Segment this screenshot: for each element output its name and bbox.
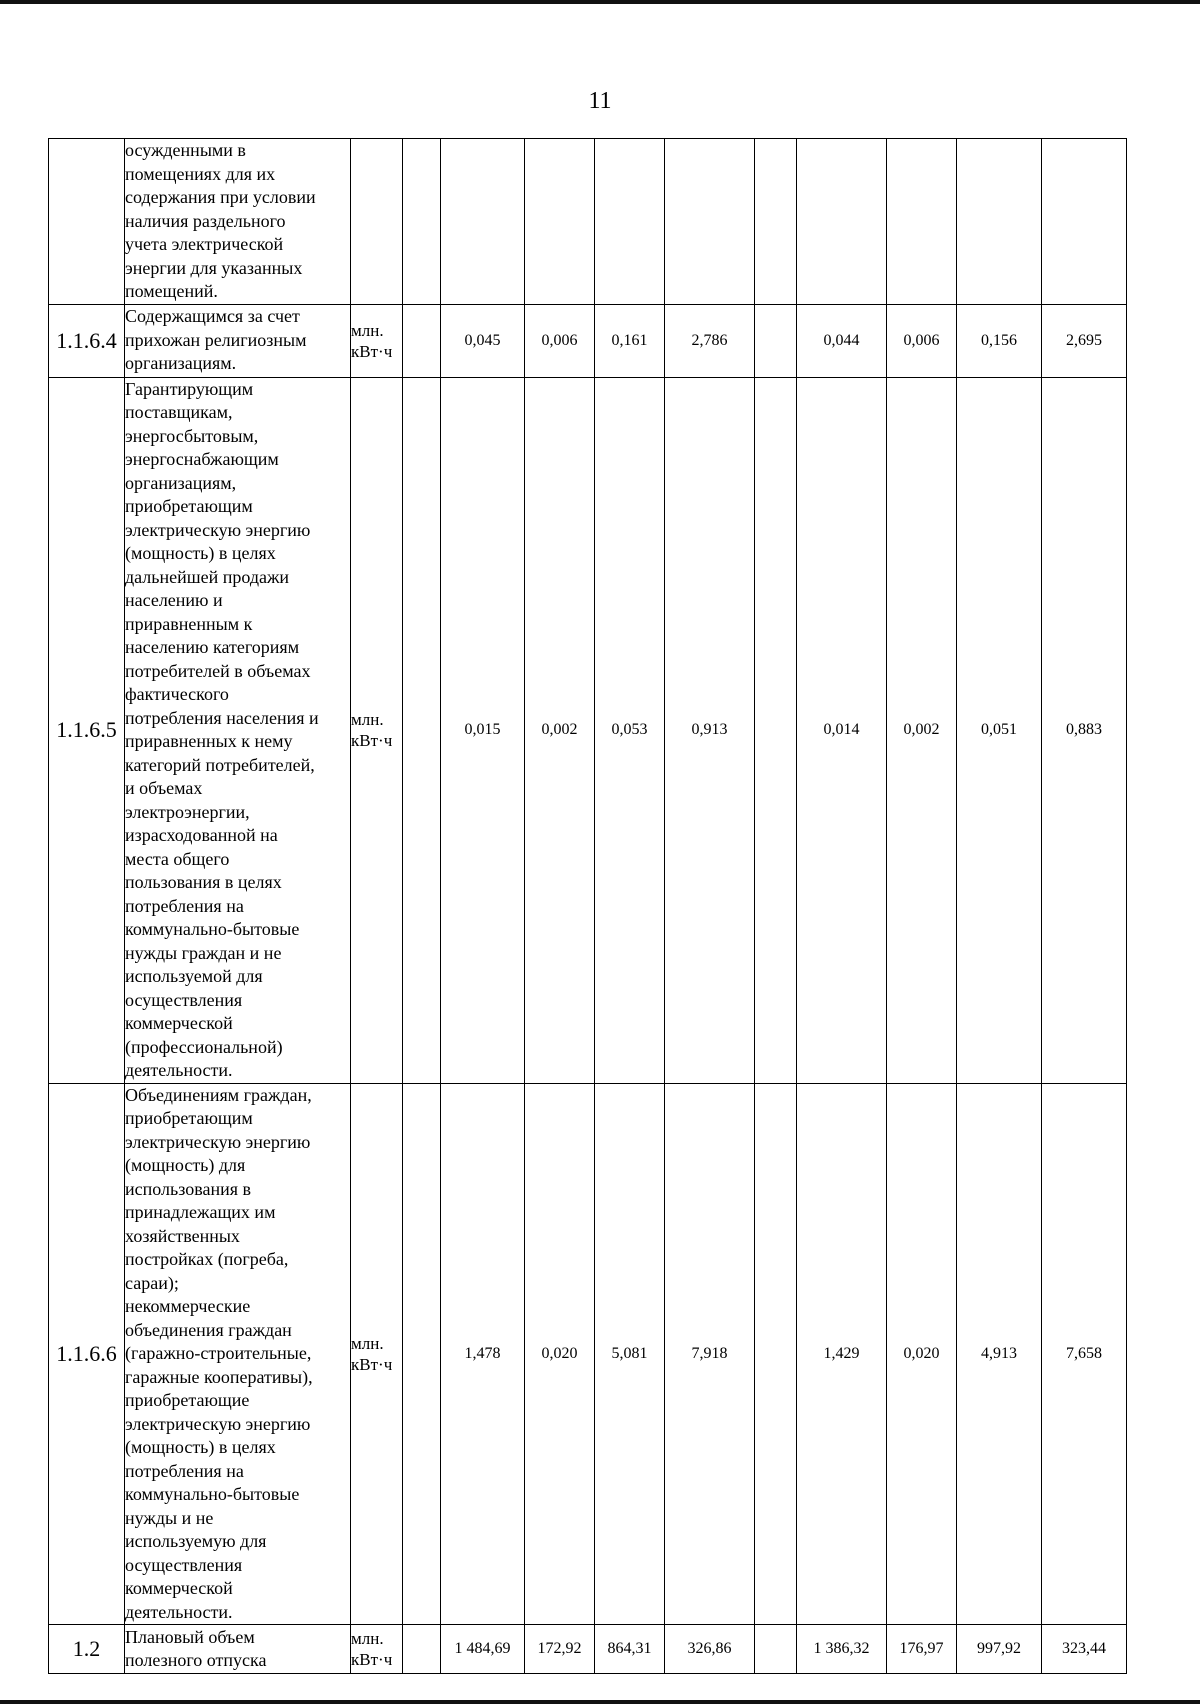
value-cell: 5,081 — [595, 1083, 665, 1625]
table-body — [49, 139, 1127, 1674]
page-number: 11 — [588, 88, 612, 114]
value-cell: 2,786 — [665, 304, 755, 377]
value-cell — [957, 139, 1042, 305]
description-line: приравненных к нему — [125, 731, 293, 751]
description-line: гаражные кооперативы), — [125, 1366, 313, 1387]
value-cell — [755, 377, 797, 1083]
description-line: (профессиональной) — [125, 1036, 283, 1057]
unit-cell — [351, 1083, 403, 1625]
description-line: объединения граждан — [125, 1319, 292, 1340]
description-line: коммерческой — [125, 1578, 233, 1598]
description-line: нужды граждан и не — [125, 942, 282, 963]
value-cell: 1,429 — [797, 1083, 887, 1625]
row-number: 1.1.6.4 — [49, 304, 125, 377]
description-line: нужды и не — [125, 1507, 214, 1528]
value-cell: 0,020 — [525, 1083, 595, 1625]
description-line: учета электрической — [125, 234, 284, 254]
description-line: помещений. — [125, 281, 218, 301]
description-line: места общего — [125, 848, 230, 869]
description-line: населению категориям — [125, 637, 300, 657]
value-cell — [441, 139, 525, 305]
scan-edge-bottom — [0, 1700, 1200, 1704]
description-line: энергосбытовым, — [125, 425, 259, 446]
unit-line: кВт·ч — [351, 1650, 393, 1669]
value-cell — [797, 139, 887, 305]
description-line: полезного отпуска — [125, 1650, 267, 1670]
value-cell: 0,002 — [887, 377, 957, 1083]
description-line: (мощность) для — [125, 1155, 246, 1175]
value-cell — [403, 139, 441, 305]
description-line: коммунально-бытовые — [125, 1484, 300, 1504]
row-description — [125, 1083, 351, 1625]
row-description — [125, 377, 351, 1083]
description-line: коммерческой — [125, 1013, 233, 1033]
value-cell: 0,044 — [797, 304, 887, 377]
value-cell: 4,913 — [957, 1083, 1042, 1625]
description-line: осуществления — [125, 1554, 243, 1575]
description-line: потребления на — [125, 895, 244, 916]
value-cell: 0,051 — [957, 377, 1042, 1083]
value-cell: 1 484,69 — [441, 1625, 525, 1674]
description-line: и объемах — [125, 778, 203, 798]
value-cell — [525, 139, 595, 305]
description-line: наличия раздельного — [125, 210, 286, 231]
description-line: организациям. — [125, 353, 237, 374]
description-line: электрическую энергию — [125, 519, 311, 540]
description-line: энергоснабжающим — [125, 449, 279, 469]
description-line: (гаражно-строительные, — [125, 1343, 312, 1363]
unit-cell — [351, 304, 403, 377]
description-line: использования в — [125, 1178, 252, 1199]
description-line: прихожан религиозным — [125, 329, 307, 350]
description-line: организациям, — [125, 472, 237, 493]
unit-line: кВт·ч — [351, 341, 393, 361]
unit-cell — [351, 377, 403, 1083]
value-cell: 0,002 — [525, 377, 595, 1083]
table-row — [49, 1625, 1127, 1674]
value-cell: 7,658 — [1042, 1083, 1127, 1625]
unit-line: кВт·ч — [351, 1354, 393, 1374]
description-line: осужденными в — [125, 140, 246, 160]
description-line: потребления населения и — [125, 707, 319, 728]
description-line: деятельности. — [125, 1601, 233, 1622]
unit-cell — [351, 1625, 403, 1674]
description-line: деятельности. — [125, 1060, 233, 1080]
table-row — [49, 304, 1127, 377]
value-cell: 1,478 — [441, 1083, 525, 1625]
value-cell: 0,020 — [887, 1083, 957, 1625]
value-cell: 1 386,32 — [797, 1625, 887, 1674]
description-line: хозяйственных — [125, 1225, 240, 1246]
table-row — [49, 377, 1127, 1083]
value-cell — [755, 1083, 797, 1625]
value-cell — [595, 139, 665, 305]
value-cell: 0,161 — [595, 304, 665, 377]
description-line: электроэнергии, — [125, 801, 250, 822]
description-line: коммунально-бытовые — [125, 919, 300, 939]
unit-cell — [351, 139, 403, 305]
description-line: израсходованной на — [125, 825, 278, 845]
value-cell — [755, 1625, 797, 1674]
value-cell — [755, 139, 797, 305]
description-line: приравненным к — [125, 613, 253, 634]
description-line: помещениях для их — [125, 163, 276, 184]
value-cell — [887, 139, 957, 305]
value-cell: 176,97 — [887, 1625, 957, 1674]
description-line: населению и — [125, 590, 223, 610]
description-line: Плановый объем — [125, 1626, 255, 1647]
description-line: фактического — [125, 684, 229, 704]
description-line: приобретающие — [125, 1390, 250, 1410]
value-cell — [403, 1083, 441, 1625]
description-line: потребления на — [125, 1460, 244, 1481]
description-line: приобретающим — [125, 1108, 253, 1128]
row-number: 1.1.6.5 — [49, 377, 125, 1083]
value-cell: 997,92 — [957, 1625, 1042, 1674]
row-number: 1.2 — [49, 1625, 125, 1674]
description-line: используемой для — [125, 966, 263, 986]
unit-line: млн. — [351, 1333, 384, 1353]
value-cell — [403, 1625, 441, 1674]
value-cell — [403, 377, 441, 1083]
value-cell: 323,44 — [1042, 1625, 1127, 1674]
value-cell: 0,006 — [525, 304, 595, 377]
description-line: используемую для — [125, 1531, 267, 1551]
data-table — [48, 138, 1127, 1674]
value-cell — [665, 139, 755, 305]
unit-line: млн. — [351, 710, 384, 729]
description-line: потребителей в объемах — [125, 660, 311, 681]
description-line: приобретающим — [125, 496, 253, 516]
description-line: Объединениям граждан, — [125, 1084, 312, 1105]
row-description — [125, 139, 351, 305]
value-cell: 0,015 — [441, 377, 525, 1083]
value-cell: 0,006 — [887, 304, 957, 377]
description-line: дальнейшей продажи — [125, 566, 290, 587]
description-line: энергии для указанных — [125, 257, 303, 278]
description-line: (мощность) в целях — [125, 1437, 276, 1457]
value-cell: 0,045 — [441, 304, 525, 377]
table-row — [49, 139, 1127, 305]
description-line: некоммерческие — [125, 1296, 251, 1316]
description-line: пользования в целях — [125, 872, 282, 892]
value-cell: 0,156 — [957, 304, 1042, 377]
description-line: (мощность) в целях — [125, 543, 276, 563]
row-description — [125, 1625, 351, 1674]
unit-line: млн. — [351, 1629, 384, 1648]
value-cell: 864,31 — [595, 1625, 665, 1674]
scan-edge-top — [0, 0, 1200, 4]
description-line: сараи); — [125, 1272, 179, 1293]
value-cell: 0,913 — [665, 377, 755, 1083]
description-line: Гарантирующим — [125, 378, 254, 399]
description-line: содержания при условии — [125, 187, 316, 207]
description-line: Содержащимся за счет — [125, 306, 300, 327]
row-description — [125, 304, 351, 377]
value-cell: 0,053 — [595, 377, 665, 1083]
description-line: постройках (погреба, — [125, 1249, 289, 1269]
value-cell — [1042, 139, 1127, 305]
unit-line: млн. — [351, 320, 384, 340]
value-cell: 2,695 — [1042, 304, 1127, 377]
value-cell: 0,014 — [797, 377, 887, 1083]
description-line: поставщикам, — [125, 402, 233, 422]
description-line: осуществления — [125, 989, 243, 1010]
unit-line: кВт·ч — [351, 731, 393, 750]
row-number — [49, 139, 125, 305]
value-cell: 7,918 — [665, 1083, 755, 1625]
description-line: электрическую энергию — [125, 1413, 311, 1434]
value-cell — [755, 304, 797, 377]
description-line: электрическую энергию — [125, 1131, 311, 1152]
description-line: принадлежащих им — [125, 1202, 276, 1222]
table-row — [49, 1083, 1127, 1625]
value-cell: 172,92 — [525, 1625, 595, 1674]
row-number: 1.1.6.6 — [49, 1083, 125, 1625]
value-cell — [403, 304, 441, 377]
value-cell: 326,86 — [665, 1625, 755, 1674]
value-cell: 0,883 — [1042, 377, 1127, 1083]
description-line: категорий потребителей, — [125, 754, 315, 775]
